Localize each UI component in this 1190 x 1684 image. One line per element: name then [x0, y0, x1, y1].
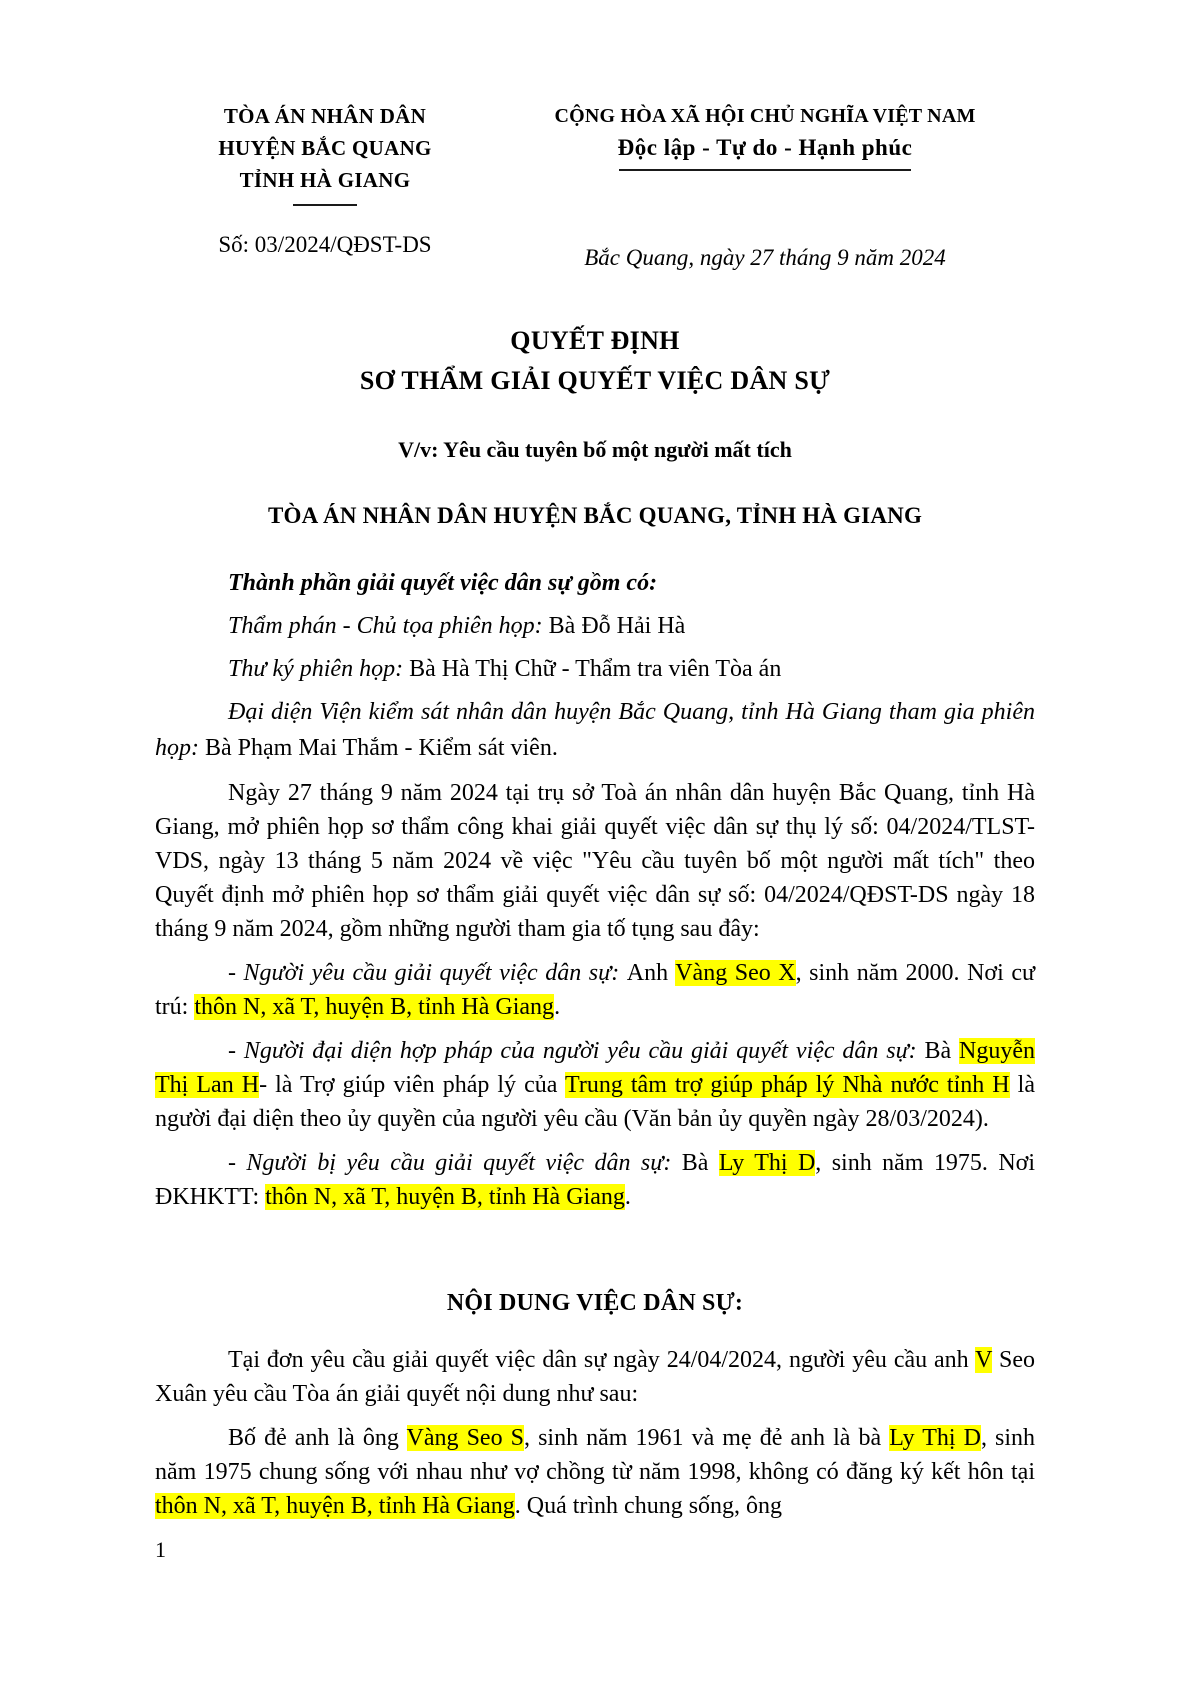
text-run: Bà [924, 1038, 959, 1064]
text-run: , sinh năm 2000. Nơi cư trú: [155, 960, 1035, 1020]
requester-paragraph [155, 956, 1035, 1024]
text-run: Seo Xuân yêu cầu Tòa án giải quyết nội dung như sau: [155, 1347, 1035, 1407]
national-header-block [495, 100, 1035, 271]
highlighted-text: Ly Thị D [718, 1150, 816, 1176]
header-divider-left [293, 204, 357, 206]
court-name-line2: HUYỆN BẮC QUANG [218, 136, 432, 160]
italic-label: Thẩm phán - Chủ tọa phiên họp: [228, 613, 549, 639]
procuracy-line [155, 694, 1035, 766]
text-run: Bà Đỗ Hải Hà [548, 613, 686, 639]
text-run: . [554, 994, 561, 1020]
text-run: , sinh năm 1975. Nơi ĐKHKTT: [155, 1150, 1036, 1210]
request-intro-paragraph [155, 1343, 1035, 1411]
page-number: 1 [155, 1537, 166, 1562]
text-run: . [624, 1184, 631, 1210]
highlighted-text: Trung tâm trợ giúp pháp lý Nhà nước tỉnh H [565, 1072, 1010, 1098]
text-run: Bà [681, 1150, 719, 1176]
text-run: , sinh năm 1975 chung sống với nhau như vợ chồng từ năm 1998, không có đăng ký kết hôn tại [155, 1425, 1036, 1485]
document-body [155, 776, 1035, 1523]
highlighted-text: thôn N, xã T, huyện B, tỉnh Hà Giang [155, 1493, 515, 1519]
court-header-block [155, 100, 495, 258]
text-run: Bố đẻ anh là ông [228, 1425, 407, 1451]
highlighted-text: V [975, 1347, 993, 1373]
decision-title-line2: SƠ THẨM GIẢI QUYẾT VIỆC DÂN SỰ [359, 366, 831, 395]
header-divider-right [619, 169, 911, 171]
text-run: là người đại diện theo ủy quyền của người yêu cầu (Văn bản ủy quyền ngày 28/03/2024). [155, 1072, 1035, 1132]
judge-line [155, 608, 1035, 644]
text-run: . Quá trình chung sống, ông [514, 1493, 783, 1519]
document-number: Số: 03/2024/QĐST-DS [218, 232, 432, 257]
highlighted-text: Vàng Seo X [675, 960, 796, 986]
deciding-court-line: TÒA ÁN NHÂN DÂN HUYỆN BẮC QUANG, TỈNH HÀ GIANG [267, 503, 923, 528]
background-paragraph [155, 1421, 1035, 1523]
representative-paragraph [155, 1034, 1035, 1136]
decision-subject: V/v: Yêu cầu tuyên bố một người mất tích [398, 437, 792, 462]
text-run: - là Trợ giúp viên pháp lý của [259, 1072, 566, 1098]
respondent-paragraph [155, 1146, 1035, 1214]
date-line: Bắc Quang, ngày 27 tháng 9 năm 2024 [584, 245, 946, 270]
panel-composition-section [155, 565, 1035, 766]
court-name-line3: TỈNH HÀ GIANG [239, 168, 411, 192]
clerk-line [155, 651, 1035, 687]
text-run: , sinh năm 1961 và mẹ đẻ anh là bà [524, 1425, 890, 1451]
text-run: Bà Hà Thị Chữ - Thẩm tra viên Tòa án [409, 656, 782, 682]
highlighted-text: Vàng Seo S [406, 1425, 524, 1451]
text-run: Ngày 27 tháng 9 năm 2024 tại trụ sở Toà án nhân dân huyện Bắc Quang, tỉnh Hà Giang, mở phiên họp sơ thẩm công khai giải quyết việc dân sự thụ lý số: 04/2024/TLST-VDS, ngày 13 tháng 5 năm 2024 về việc "Yêu cầu tuyên bố một người mất tích" theo Quyết định mở phiên họp sơ thẩm giải quyết việc dân sự số: 04/2024/QĐST-DS ngày 18 tháng 9 năm 2024, gồm những người tham gia tố tụng sau đây: [155, 780, 1035, 942]
opening-paragraph [155, 776, 1035, 946]
document-header [155, 100, 1035, 271]
italic-label: Đại diện Viện kiểm sát nhân dân huyện Bắc Quang, tỉnh Hà Giang tham gia phiên họp: [155, 699, 1035, 761]
italic-label: Thư ký phiên họp: [228, 656, 410, 682]
highlighted-text: Ly Thị D [889, 1425, 981, 1451]
national-motto: Độc lập - Tự do - Hạnh phúc [617, 135, 913, 160]
national-title: CỘNG HÒA XÃ HỘI CHỦ NGHĨA VIỆT NAM [554, 105, 976, 127]
highlighted-text: thôn N, xã T, huyện B, tỉnh Hà Giang [265, 1184, 625, 1210]
panel-heading: Thành phần giải quyết việc dân sự gồm có: [228, 570, 658, 596]
text-run: Bà Phạm Mai Thắm - Kiểm sát viên. [205, 735, 558, 761]
italic-label: - Người đại diện hợp pháp của người yêu cầu giải quyết việc dân sự: [228, 1038, 925, 1064]
content-section-heading: NỘI DUNG VIỆC DÂN SỰ: [446, 1290, 744, 1316]
italic-label: - Người bị yêu cầu giải quyết việc dân sự: [228, 1150, 682, 1176]
title-block [155, 321, 1035, 529]
text-run: Anh [626, 960, 676, 986]
decision-title-line1: QUYẾT ĐỊNH [510, 326, 680, 355]
italic-label: - Người yêu cầu giải quyết việc dân sự: [228, 960, 627, 986]
text-run: Tại đơn yêu cầu giải quyết việc dân sự ngày 24/04/2024, người yêu cầu anh [228, 1347, 976, 1373]
highlighted-text: thôn N, xã T, huyện B, tỉnh Hà Giang [194, 994, 555, 1020]
highlighted-text: Nguyễn Thị Lan H [155, 1038, 1035, 1098]
court-name-line1: TÒA ÁN NHÂN DÂN [223, 104, 427, 128]
